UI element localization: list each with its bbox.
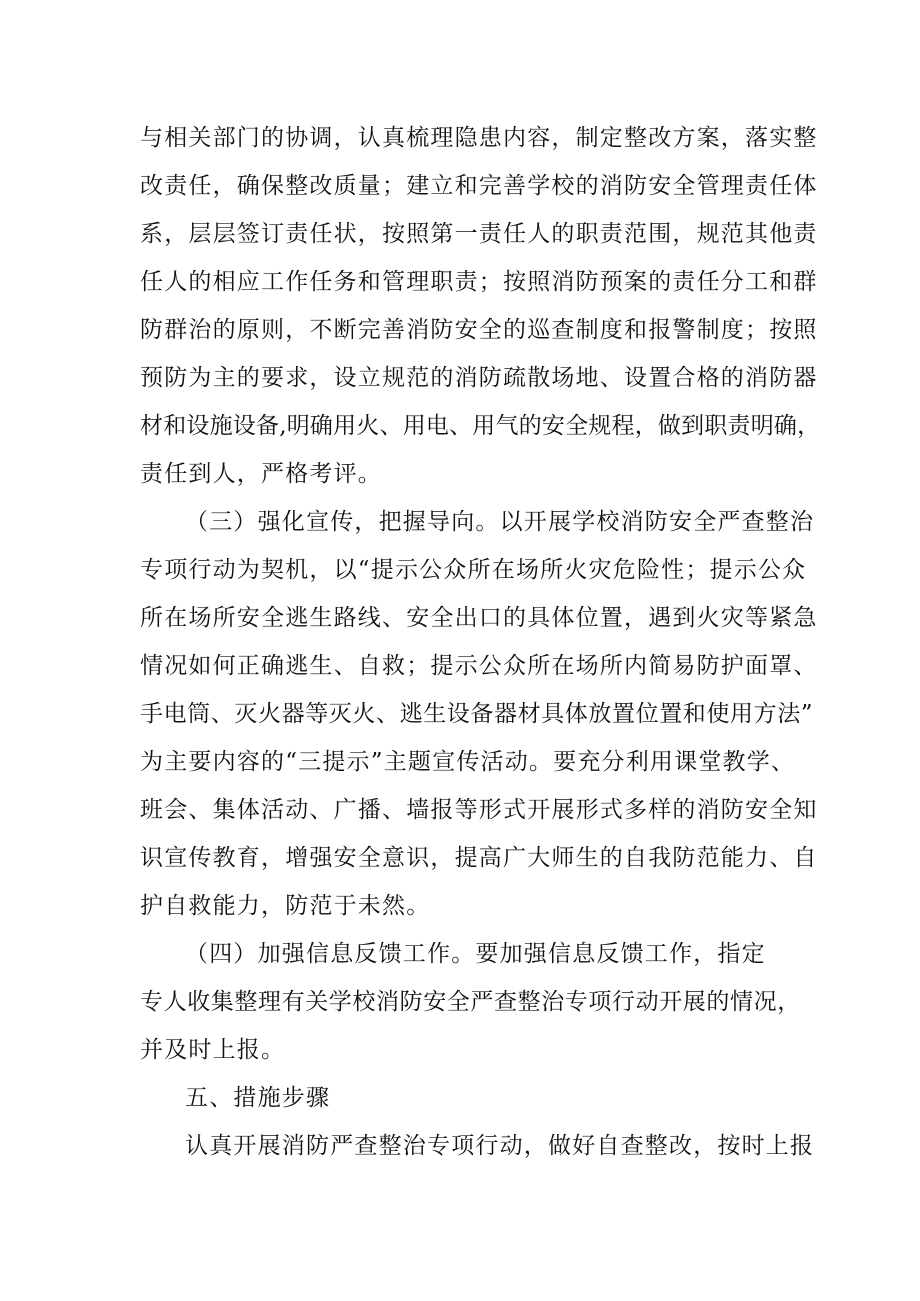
text-line: 预防为主的要求，设立规范的消防疏散场地、设置合格的消防器 [140, 365, 818, 391]
text-line: 手电筒、灭火器等灭火、逃生设备器材具体放置位置和使用方法” [140, 701, 814, 727]
text-line: （三）强化宣传，把握导向。以开展学校消防安全严查整治 [185, 509, 815, 535]
text-line: 任人的相应工作任务和管理职责；按照消防预案的责任分工和群 [140, 269, 818, 295]
text-line: 专项行动为契机，以“提示公众所在场所火灾危险性；提示公众 [140, 557, 807, 583]
text-line: 认真开展消防严查整治专项行动，做好自查整改，按时上报 [185, 1133, 815, 1159]
text-line: 识宣传教育，增强安全意识，提高广大师生的自我防范能力、自 [140, 845, 818, 871]
text-line: 情况如何正确逃生、自救；提示公众所在场所内简易防护面罩、 [140, 653, 818, 679]
text-line: 班会、集体活动、广播、墙报等形式开展形式多样的消防安全知 [140, 797, 818, 823]
text-line: 所在场所安全逃生路线、安全出口的具体位置，遇到火灾等紧急 [140, 605, 818, 631]
text-line: 为主要内容的“三提示”主题宣传活动。要充分利用课堂教学、 [140, 749, 796, 775]
text-line: （四）加强信息反馈工作。要加强信息反馈工作，指定 [185, 941, 766, 967]
text-line: 护自救能力，防范于未然。 [140, 893, 431, 919]
text-line: 责任到人，严格考评。 [140, 461, 382, 487]
text-line: 专人收集整理有关学校消防安全严查整治专项行动开展的情况， [140, 989, 801, 1015]
text-line: 防群治的原则，不断完善消防安全的巡查制度和报警制度；按照 [140, 317, 818, 343]
text-line: 并及时上报。 [140, 1037, 286, 1063]
section-heading: 五、措施步骤 [185, 1085, 331, 1111]
text-line: 与相关部门的协调，认真梳理隐患内容，制定整改方案，落实整 [140, 125, 818, 151]
text-line: 改责任，确保整改质量；建立和完善学校的消防安全管理责任体 [140, 173, 818, 199]
text-line: 材和设施设备,明确用火、用电、用气的安全规程，做到职责明确， [140, 413, 821, 439]
text-line: 系，层层签订责任状，按照第一责任人的职责范围，规范其他责 [140, 221, 818, 247]
